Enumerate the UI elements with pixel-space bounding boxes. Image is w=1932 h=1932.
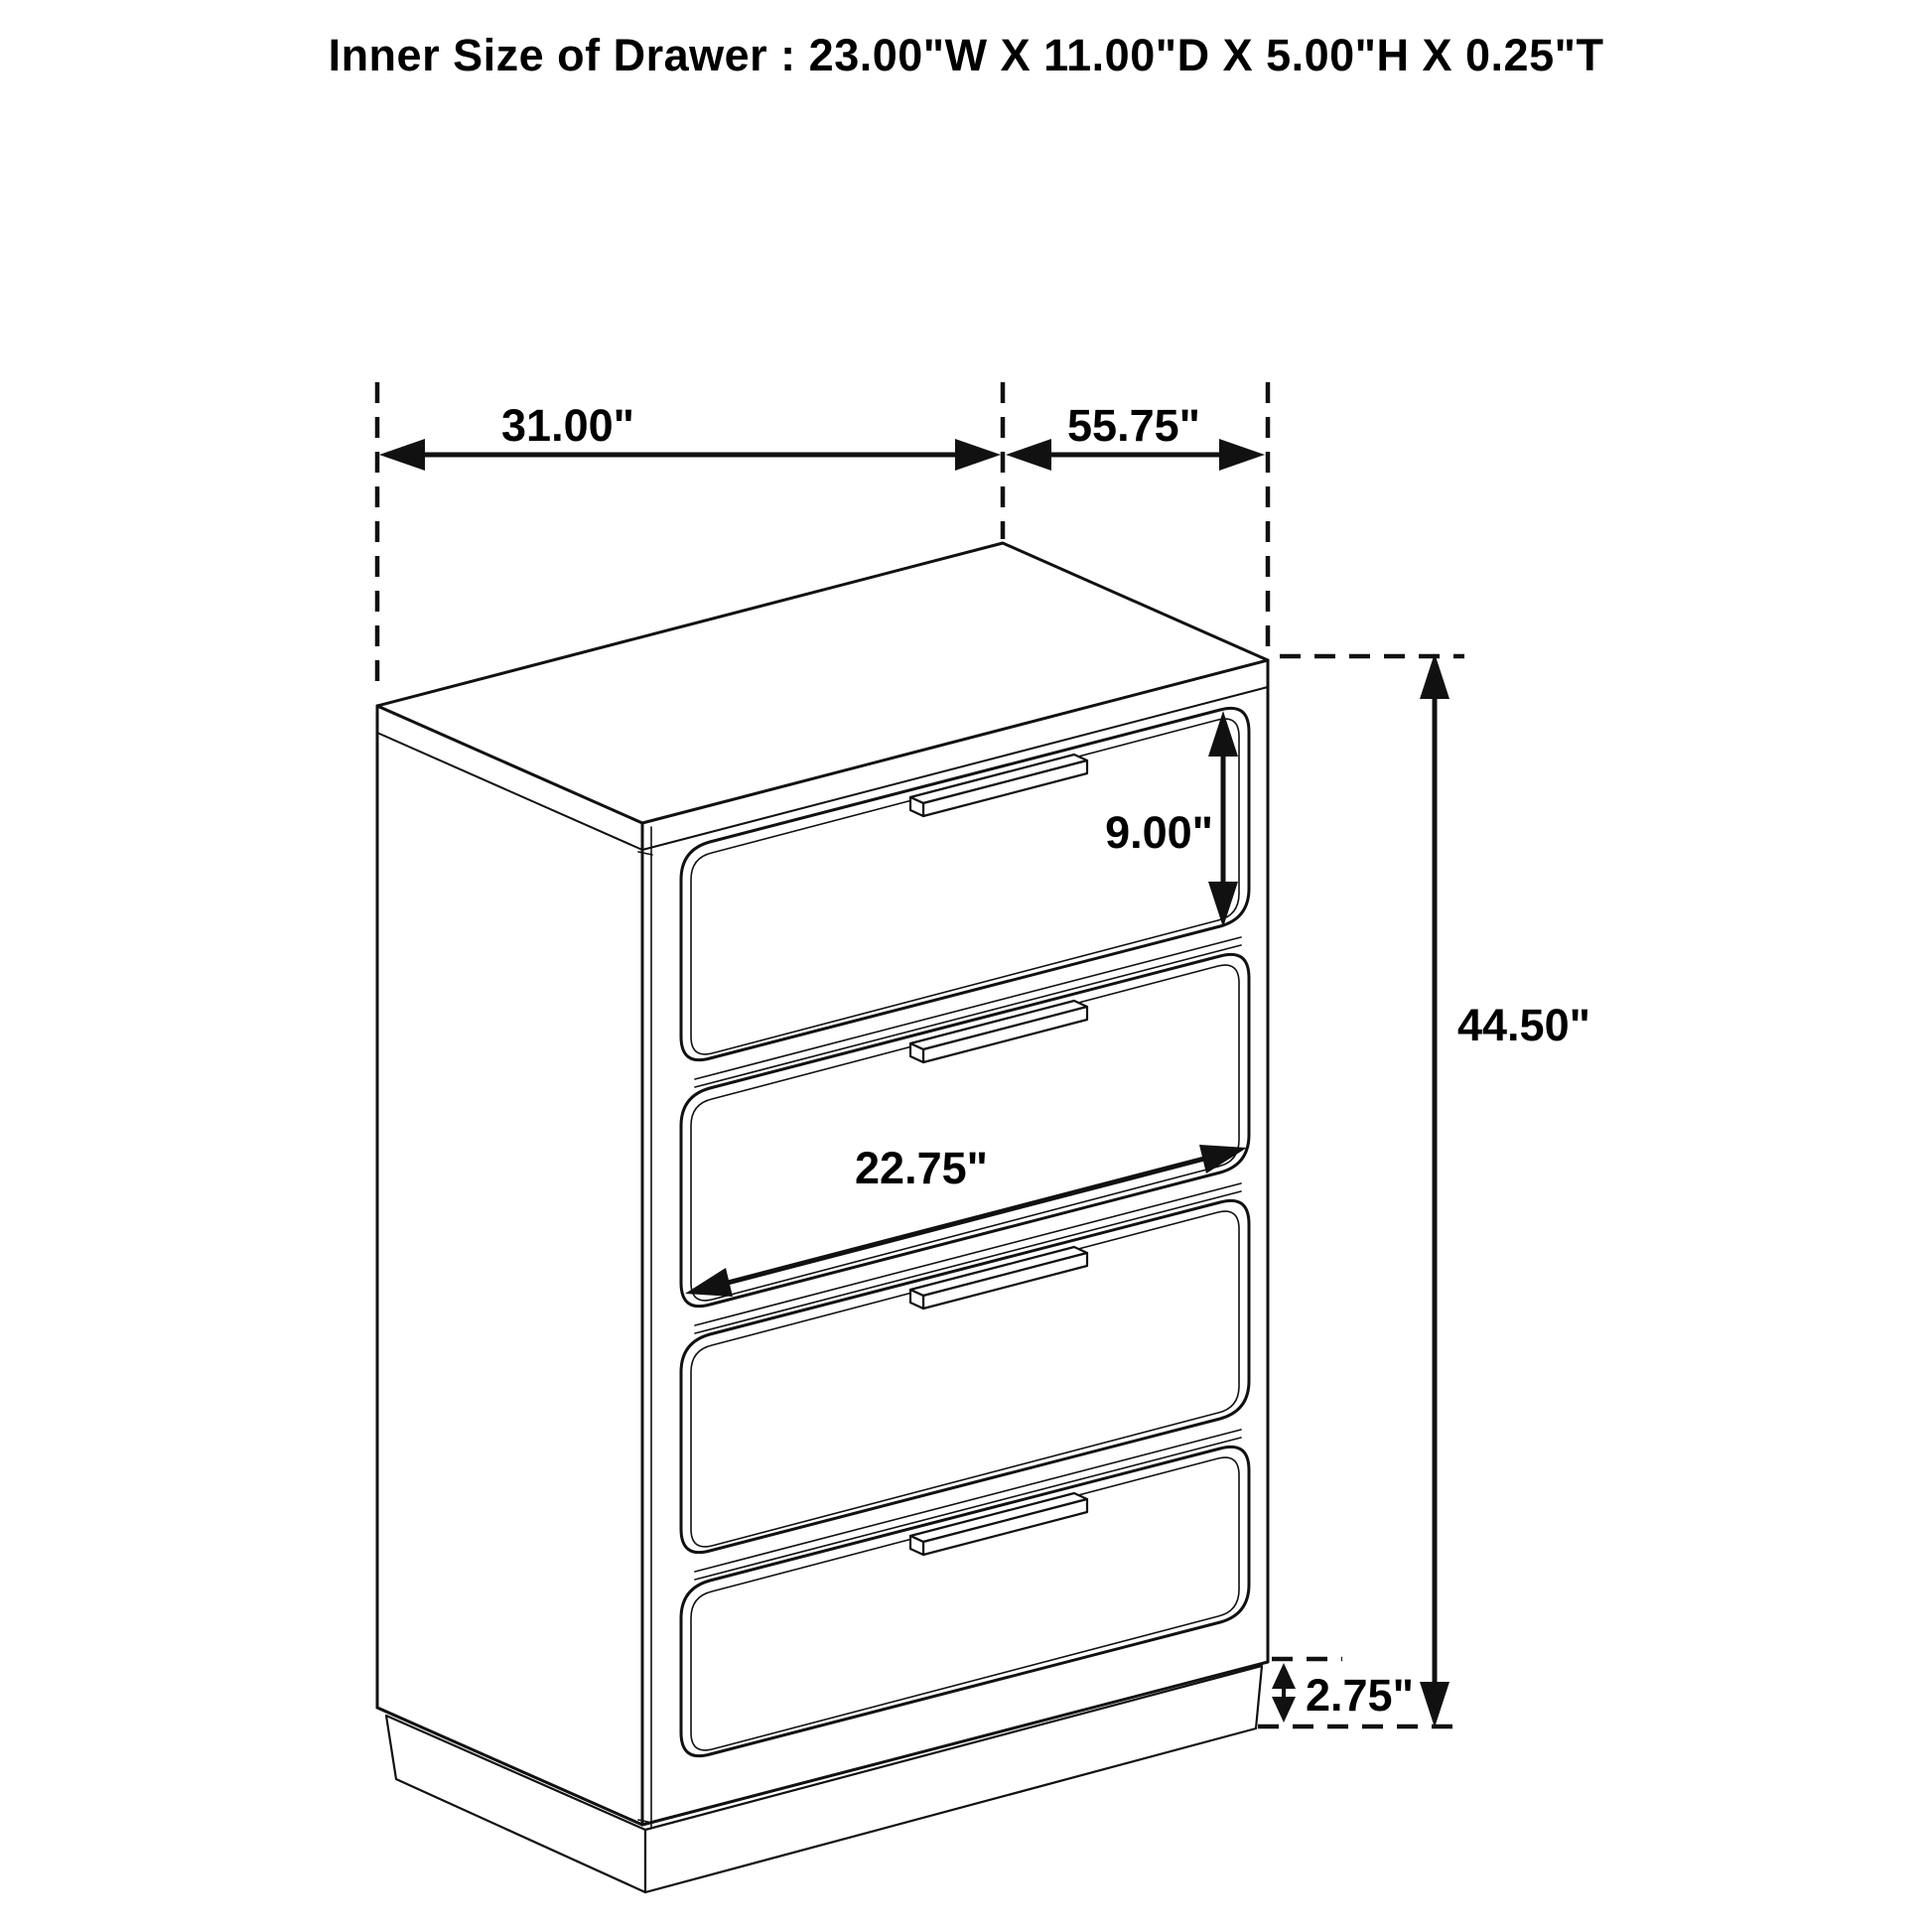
dim-top-width-left-label: 31.00" xyxy=(501,400,634,451)
dim-top-width-left xyxy=(379,400,1001,471)
chest-drawing xyxy=(377,543,1268,1892)
arrowhead-up-icon xyxy=(1420,653,1449,699)
corner-tick-top xyxy=(638,852,652,855)
arrowhead-down-icon xyxy=(1420,1682,1449,1727)
arrowhead-left-icon xyxy=(379,439,425,471)
arrowhead-right-icon xyxy=(955,439,1001,471)
page-title: Inner Size of Drawer : 23.00"W X 11.00"D X 5.00"H X 0.25"T xyxy=(328,30,1604,80)
dim-top-width-right xyxy=(1006,400,1265,471)
dim-drawer-height-label: 9.00" xyxy=(1105,807,1213,858)
dim-base-height-label: 2.75" xyxy=(1306,1670,1414,1721)
dim-overall-height-label: 44.50" xyxy=(1457,1000,1590,1050)
base-side-face xyxy=(386,1716,645,1892)
dim-overall-height xyxy=(1420,653,1590,1727)
arrowhead-right-icon xyxy=(1219,439,1265,471)
dim-drawer-width-label: 22.75" xyxy=(855,1143,988,1193)
dim-base-height xyxy=(1272,1663,1414,1723)
arrowhead-down-icon xyxy=(1272,1697,1296,1723)
arrowhead-up-icon xyxy=(1272,1663,1296,1689)
dim-top-width-right-label: 55.75" xyxy=(1067,400,1200,451)
arrowhead-left-icon xyxy=(1006,439,1051,471)
